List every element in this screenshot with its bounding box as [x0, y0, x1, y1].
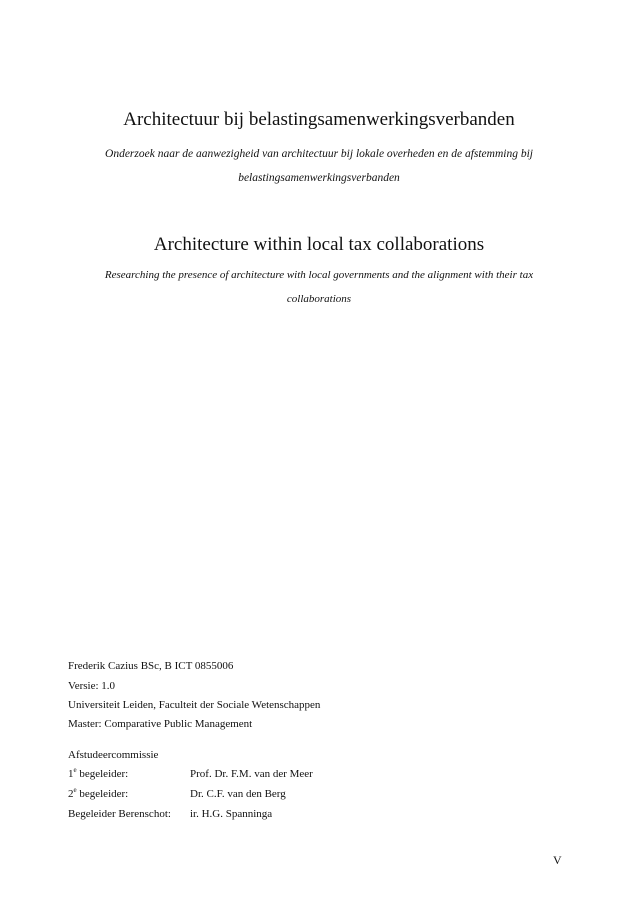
master-line: Master: Comparative Public Management	[68, 718, 253, 730]
title-dutch: Architectuur bij belastingsamenwerkingsverbanden	[123, 109, 515, 130]
member-name: ir. H.G. Spanninga	[190, 808, 273, 820]
page-number: V	[553, 853, 562, 867]
committee-heading: Afstudeercommissie	[68, 749, 159, 761]
version-line: Versie: 1.0	[68, 680, 116, 692]
member-name: Prof. Dr. F.M. van der Meer	[190, 768, 313, 780]
member-role: 2e begeleider:	[68, 786, 129, 800]
author-line: Frederik Cazius BSc, B ICT 0855006	[68, 660, 234, 672]
member-name: Dr. C.F. van den Berg	[190, 788, 286, 800]
member-role: Begeleider Berenschot:	[68, 808, 171, 820]
subtitle-dutch: Onderzoek naar de aanwezigheid van architectuur bij lokale overheden en de afstemming bij belastingsamenwerkingsverbanden	[105, 148, 533, 184]
title-english: Architecture within local tax collaborations	[153, 234, 485, 255]
subtitle-english: Researching the presence of architecture with local governments and the alignment with their tax collaborations	[104, 269, 534, 305]
university-line: Universiteit Leiden, Faculteit der Sociale Wetenschappen	[68, 699, 321, 711]
member-role: 1e begeleider:	[68, 766, 129, 780]
